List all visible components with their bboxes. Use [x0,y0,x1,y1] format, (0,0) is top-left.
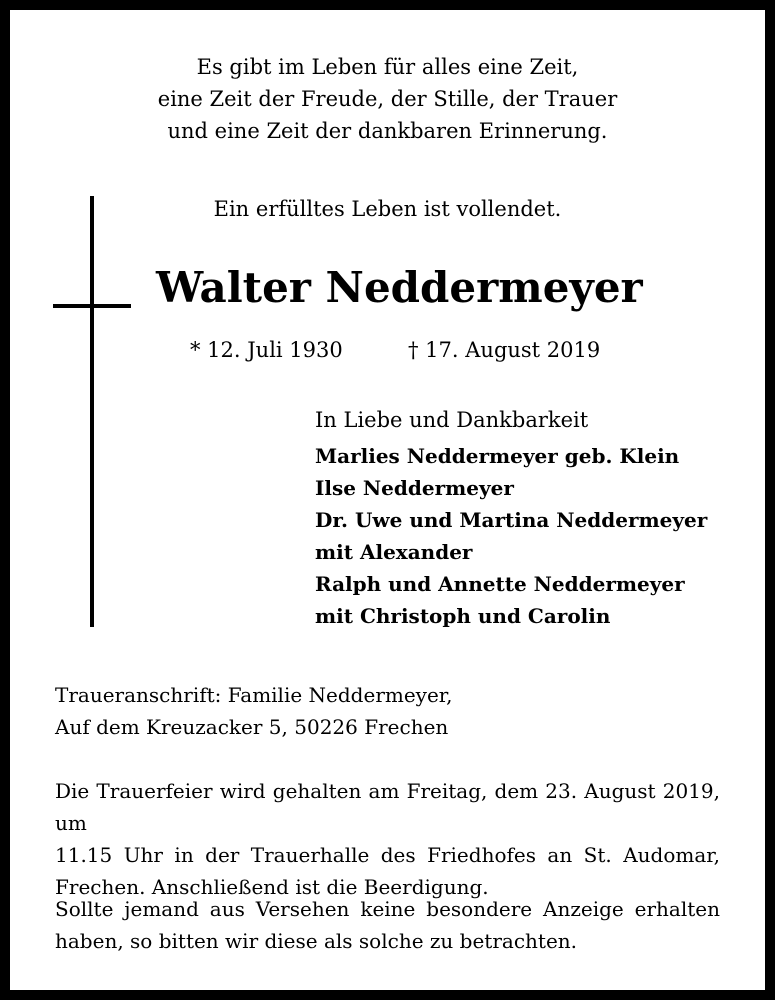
ceremony-line: Frechen. Anschließend ist die Beerdigung. [55,875,489,899]
mourner-name: mit Alexander [315,540,473,564]
motto-line: Es gibt im Leben für alles eine Zeit, [196,55,579,79]
ceremony-line: Die Trauerfeier wird gehalten am Freitag, dem 23. August 2019, um [55,779,720,835]
ceremony-paragraph [55,775,720,903]
mourners-intro: In Liebe und Dankbarkeit [315,408,589,432]
apology-line: haben, so bitten wir diese als solche zu betrachten. [55,929,578,953]
address-line: Auf dem Kreuzacker 5, 50226 Frechen [55,715,449,739]
mourner-name: Ralph und Annette Neddermeyer [315,572,685,596]
ceremony-line: 11.15 Uhr in der Trauerhalle des Friedhofes an St. Audomar, [55,843,720,867]
death-date: † 17. August 2019 [408,338,601,362]
fulfilled-life-line: Ein erfülltes Leben ist vollendet. [213,197,562,221]
mourners-block [315,404,707,632]
motto-line: und eine Zeit der dankbaren Erinnerung. [167,119,608,143]
address-line: Traueranschrift: Familie Neddermeyer, [55,683,453,707]
mourning-address [55,679,720,743]
mourner-name: Ilse Neddermeyer [315,476,514,500]
mourner-name: mit Christoph und Carolin [315,604,611,628]
motto-verse [10,51,765,147]
mourner-name: Dr. Uwe und Martina Neddermeyer [315,508,708,532]
mourner-name: Marlies Neddermeyer geb. Klein [315,444,680,468]
apology-paragraph [55,893,720,957]
deceased-name: Walter Neddermeyer [156,263,643,312]
motto-line: eine Zeit der Freude, der Stille, der Trauer [157,87,618,111]
birth-date: * 12. Juli 1930 [190,338,343,362]
cross-icon-horizontal-bar [53,304,131,308]
apology-line: Sollte jemand aus Versehen keine besondere Anzeige erhalten [55,897,720,921]
cross-icon-vertical-bar [90,196,94,627]
